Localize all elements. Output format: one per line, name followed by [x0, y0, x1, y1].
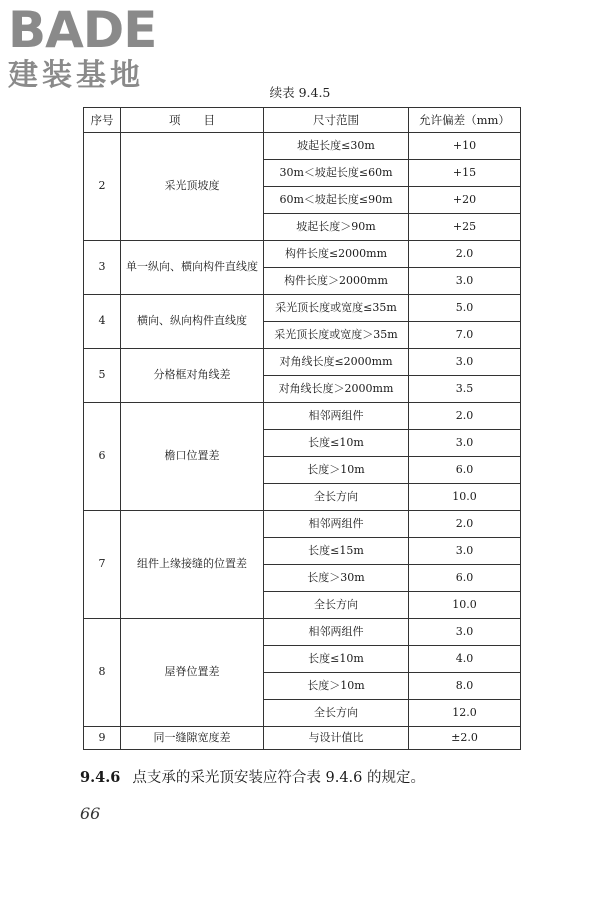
logo-subtitle: 建装基地 — [8, 58, 144, 93]
cell-range: 长度＞10m — [264, 673, 409, 700]
cell-range: 相邻两组件 — [264, 511, 409, 538]
cell-range: 坡起长度＞90m — [264, 214, 409, 241]
cell-serial: 2 — [84, 133, 121, 241]
tolerance-table — [83, 107, 521, 750]
cell-range: 长度＞10m — [264, 457, 409, 484]
cell-serial: 4 — [84, 295, 121, 349]
cell-range: 采光顶长度或宽度＞35m — [264, 322, 409, 349]
table-row — [84, 403, 521, 430]
clause-text: 点支承的采光顶安装应符合表 9.4.6 的规定。 — [132, 770, 425, 786]
cell-item: 采光顶坡度 — [121, 133, 264, 241]
cell-serial: 7 — [84, 511, 121, 619]
table-row — [84, 241, 521, 268]
cell-range: 与设计值比 — [264, 727, 409, 750]
cell-tolerance: 12.0 — [409, 700, 521, 727]
cell-tolerance: ±2.0 — [409, 727, 521, 750]
cell-tolerance: 3.0 — [409, 349, 521, 376]
header-tolerance: 允许偏差（mm） — [409, 108, 521, 133]
page-number: 66 — [80, 804, 101, 823]
cell-range: 长度≤10m — [264, 646, 409, 673]
cell-tolerance: +10 — [409, 133, 521, 160]
cell-range: 坡起长度≤30m — [264, 133, 409, 160]
cell-tolerance: 4.0 — [409, 646, 521, 673]
cell-serial: 9 — [84, 727, 121, 750]
cell-range: 长度≤15m — [264, 538, 409, 565]
cell-range: 构件长度≤2000mm — [264, 241, 409, 268]
cell-tolerance: 6.0 — [409, 457, 521, 484]
cell-tolerance: +15 — [409, 160, 521, 187]
bade-logo — [8, 1, 157, 93]
cell-tolerance: 8.0 — [409, 673, 521, 700]
cell-item: 屋脊位置差 — [121, 619, 264, 727]
table-row — [84, 295, 521, 322]
table-row — [84, 133, 521, 160]
cell-range: 对角线长度＞2000mm — [264, 376, 409, 403]
cell-range: 构件长度＞2000mm — [264, 268, 409, 295]
cell-range: 长度≤10m — [264, 430, 409, 457]
cell-range: 相邻两组件 — [264, 619, 409, 646]
cell-tolerance: +20 — [409, 187, 521, 214]
cell-range: 长度＞30m — [264, 565, 409, 592]
cell-tolerance: +25 — [409, 214, 521, 241]
header-range: 尺寸范围 — [264, 108, 409, 133]
cell-tolerance: 3.0 — [409, 430, 521, 457]
cell-tolerance: 10.0 — [409, 592, 521, 619]
cell-tolerance: 3.5 — [409, 376, 521, 403]
cell-range: 全长方向 — [264, 700, 409, 727]
table-row — [84, 619, 521, 646]
cell-range: 全长方向 — [264, 592, 409, 619]
clause-9-4-6 — [80, 766, 425, 787]
cell-range: 全长方向 — [264, 484, 409, 511]
cell-serial: 8 — [84, 619, 121, 727]
clause-number: 9.4.6 — [80, 769, 121, 786]
cell-item: 横向、纵向构件直线度 — [121, 295, 264, 349]
cell-tolerance: 3.0 — [409, 268, 521, 295]
table-header-row — [84, 108, 521, 133]
cell-tolerance: 3.0 — [409, 538, 521, 565]
cell-tolerance: 2.0 — [409, 511, 521, 538]
table-caption: 续表 9.4.5 — [269, 85, 331, 100]
cell-tolerance: 10.0 — [409, 484, 521, 511]
cell-tolerance: 3.0 — [409, 619, 521, 646]
cell-tolerance: 2.0 — [409, 403, 521, 430]
table-body — [84, 133, 521, 750]
cell-serial: 3 — [84, 241, 121, 295]
table-row — [84, 349, 521, 376]
cell-range: 相邻两组件 — [264, 403, 409, 430]
header-item: 项 目 — [121, 108, 264, 133]
cell-tolerance: 5.0 — [409, 295, 521, 322]
cell-range: 采光顶长度或宽度≤35m — [264, 295, 409, 322]
cell-range: 60m＜坡起长度≤90m — [264, 187, 409, 214]
table-row — [84, 727, 521, 750]
cell-item: 单一纵向、横向构件直线度 — [121, 241, 264, 295]
table-row — [84, 511, 521, 538]
cell-range: 对角线长度≤2000mm — [264, 349, 409, 376]
cell-serial: 5 — [84, 349, 121, 403]
cell-tolerance: 6.0 — [409, 565, 521, 592]
cell-serial: 6 — [84, 403, 121, 511]
cell-item: 同一缝隙宽度差 — [121, 727, 264, 750]
cell-item: 分格框对角线差 — [121, 349, 264, 403]
cell-tolerance: 7.0 — [409, 322, 521, 349]
cell-item: 组件上缘接缝的位置差 — [121, 511, 264, 619]
cell-item: 檐口位置差 — [121, 403, 264, 511]
cell-tolerance: 2.0 — [409, 241, 521, 268]
cell-range: 30m＜坡起长度≤60m — [264, 160, 409, 187]
header-serial: 序号 — [84, 108, 121, 133]
logo-wordmark: BADE — [8, 1, 157, 59]
